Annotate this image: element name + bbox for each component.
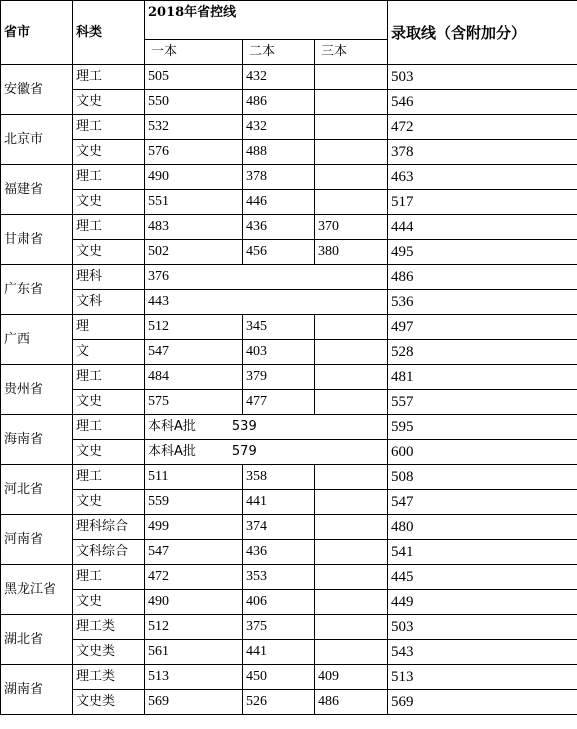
table-row bbox=[1, 540, 577, 565]
table-row bbox=[1, 615, 577, 640]
admission-cell: 472 bbox=[388, 115, 577, 140]
table-row bbox=[1, 215, 577, 240]
category-cell: 理科综合 bbox=[73, 515, 145, 540]
category-cell: 理工 bbox=[73, 115, 145, 140]
tier2-cell: 378 bbox=[243, 165, 315, 190]
tier2-cell: 441 bbox=[243, 490, 315, 515]
header-admission-line: 录取线（含附加分） bbox=[388, 1, 577, 65]
table-row bbox=[1, 165, 577, 190]
tier2-cell: 406 bbox=[243, 590, 315, 615]
tier3-cell bbox=[315, 590, 388, 615]
category-cell: 理 bbox=[73, 315, 145, 340]
tier2-cell: 403 bbox=[243, 340, 315, 365]
tier1-cell: 550 bbox=[145, 90, 243, 115]
tier3-cell bbox=[315, 640, 388, 665]
province-cell: 甘肃省 bbox=[1, 215, 73, 265]
category-cell: 文史 bbox=[73, 240, 145, 265]
tier2-cell: 432 bbox=[243, 65, 315, 90]
admission-cell: 444 bbox=[388, 215, 577, 240]
tier3-cell bbox=[315, 165, 388, 190]
province-cell: 北京市 bbox=[1, 115, 73, 165]
table-row bbox=[1, 415, 577, 440]
tier3-cell bbox=[315, 515, 388, 540]
admission-cell: 543 bbox=[388, 640, 577, 665]
category-cell: 理工 bbox=[73, 365, 145, 390]
tier1-cell: 569 bbox=[145, 690, 243, 715]
tier2-cell: 432 bbox=[243, 115, 315, 140]
header-control-line: 2018年省控线 bbox=[145, 1, 388, 40]
category-cell: 文 bbox=[73, 340, 145, 365]
category-cell: 理工类 bbox=[73, 615, 145, 640]
header-category: 科类 bbox=[73, 1, 145, 65]
header-province: 省市 bbox=[1, 1, 73, 65]
batch-value: 579 bbox=[231, 444, 257, 459]
table-row bbox=[1, 115, 577, 140]
category-cell: 文史类 bbox=[73, 640, 145, 665]
tier2-cell: 450 bbox=[243, 665, 315, 690]
province-cell: 黑龙江省 bbox=[1, 565, 73, 615]
tier1-cell: 490 bbox=[145, 165, 243, 190]
tier3-cell bbox=[315, 540, 388, 565]
admission-cell: 481 bbox=[388, 365, 577, 390]
tier2-cell: 441 bbox=[243, 640, 315, 665]
tier2-cell: 436 bbox=[243, 215, 315, 240]
admission-cell: 517 bbox=[388, 190, 577, 215]
merged-tier-cell: 376 bbox=[145, 265, 388, 290]
table-row bbox=[1, 265, 577, 290]
admission-cell: 503 bbox=[388, 615, 577, 640]
province-cell: 广西 bbox=[1, 315, 73, 365]
tier3-cell: 380 bbox=[315, 240, 388, 265]
tier3-cell bbox=[315, 490, 388, 515]
header-tier1: 一本 bbox=[145, 40, 243, 65]
batch-label: 本科A批 bbox=[148, 419, 196, 434]
table-row bbox=[1, 140, 577, 165]
tier1-cell: 547 bbox=[145, 340, 243, 365]
admission-cell: 463 bbox=[388, 165, 577, 190]
tier3-cell bbox=[315, 90, 388, 115]
header-tier3: 三本 bbox=[315, 40, 388, 65]
tier1-cell: 490 bbox=[145, 590, 243, 615]
table-row bbox=[1, 390, 577, 415]
tier1-cell: 512 bbox=[145, 315, 243, 340]
province-cell: 海南省 bbox=[1, 415, 73, 465]
tier3-cell bbox=[315, 365, 388, 390]
tier1-cell: 483 bbox=[145, 215, 243, 240]
province-cell: 湖北省 bbox=[1, 615, 73, 665]
header-tier2: 二本 bbox=[243, 40, 315, 65]
tier3-cell bbox=[315, 190, 388, 215]
province-cell: 福建省 bbox=[1, 165, 73, 215]
tier2-cell: 486 bbox=[243, 90, 315, 115]
category-cell: 理工 bbox=[73, 65, 145, 90]
tier3-cell: 370 bbox=[315, 215, 388, 240]
tier1-cell: 505 bbox=[145, 65, 243, 90]
category-cell: 文科 bbox=[73, 290, 145, 315]
tier1-cell: 575 bbox=[145, 390, 243, 415]
tier1-cell: 551 bbox=[145, 190, 243, 215]
tier1-cell: 547 bbox=[145, 540, 243, 565]
table-row bbox=[1, 365, 577, 390]
admission-cell: 497 bbox=[388, 315, 577, 340]
tier1-cell: 484 bbox=[145, 365, 243, 390]
table-row bbox=[1, 240, 577, 265]
admission-cell: 445 bbox=[388, 565, 577, 590]
tier1-cell: 513 bbox=[145, 665, 243, 690]
table-row bbox=[1, 690, 577, 715]
tier1-cell: 512 bbox=[145, 615, 243, 640]
table-row bbox=[1, 565, 577, 590]
tier3-cell bbox=[315, 115, 388, 140]
category-cell: 文史 bbox=[73, 440, 145, 465]
admission-cell: 541 bbox=[388, 540, 577, 565]
tier3-cell bbox=[315, 565, 388, 590]
tier1-cell: 502 bbox=[145, 240, 243, 265]
admission-cell: 600 bbox=[388, 440, 577, 465]
table-row bbox=[1, 190, 577, 215]
tier1-cell: 511 bbox=[145, 465, 243, 490]
tier2-cell: 488 bbox=[243, 140, 315, 165]
tier2-cell: 436 bbox=[243, 540, 315, 565]
tier3-cell bbox=[315, 465, 388, 490]
tier1-cell: 532 bbox=[145, 115, 243, 140]
merged-tier-cell bbox=[145, 440, 388, 465]
table-row bbox=[1, 590, 577, 615]
table-row bbox=[1, 515, 577, 540]
table-row bbox=[1, 90, 577, 115]
admission-cell: 378 bbox=[388, 140, 577, 165]
table-row bbox=[1, 665, 577, 690]
tier3-cell: 486 bbox=[315, 690, 388, 715]
tier1-cell: 559 bbox=[145, 490, 243, 515]
admission-cell: 480 bbox=[388, 515, 577, 540]
batch-value: 539 bbox=[231, 419, 257, 434]
province-cell: 贵州省 bbox=[1, 365, 73, 415]
category-cell: 文史 bbox=[73, 390, 145, 415]
table-row bbox=[1, 490, 577, 515]
category-cell: 理工 bbox=[73, 165, 145, 190]
category-cell: 文史 bbox=[73, 140, 145, 165]
admission-cell: 595 bbox=[388, 415, 577, 440]
category-cell: 文科综合 bbox=[73, 540, 145, 565]
tier2-cell: 345 bbox=[243, 315, 315, 340]
admission-cell: 528 bbox=[388, 340, 577, 365]
category-cell: 理科 bbox=[73, 265, 145, 290]
table-row bbox=[1, 340, 577, 365]
table-row bbox=[1, 315, 577, 340]
admission-cell: 546 bbox=[388, 90, 577, 115]
tier3-cell: 409 bbox=[315, 665, 388, 690]
tier2-cell: 358 bbox=[243, 465, 315, 490]
tier3-cell bbox=[315, 315, 388, 340]
table-row bbox=[1, 290, 577, 315]
tier2-cell: 375 bbox=[243, 615, 315, 640]
tier2-cell: 456 bbox=[243, 240, 315, 265]
tier2-cell: 477 bbox=[243, 390, 315, 415]
tier3-cell bbox=[315, 65, 388, 90]
category-cell: 理工类 bbox=[73, 665, 145, 690]
admission-cell: 508 bbox=[388, 465, 577, 490]
tier2-cell: 379 bbox=[243, 365, 315, 390]
category-cell: 理工 bbox=[73, 215, 145, 240]
province-cell: 广东省 bbox=[1, 265, 73, 315]
tier3-cell bbox=[315, 140, 388, 165]
merged-tier-cell bbox=[145, 415, 388, 440]
province-cell: 河北省 bbox=[1, 465, 73, 515]
table-row bbox=[1, 65, 577, 90]
tier2-cell: 446 bbox=[243, 190, 315, 215]
admission-cell: 547 bbox=[388, 490, 577, 515]
admission-cell: 495 bbox=[388, 240, 577, 265]
tier2-cell: 526 bbox=[243, 690, 315, 715]
category-cell: 文史 bbox=[73, 190, 145, 215]
tier1-cell: 561 bbox=[145, 640, 243, 665]
category-cell: 文史类 bbox=[73, 690, 145, 715]
admission-cell: 536 bbox=[388, 290, 577, 315]
province-cell: 河南省 bbox=[1, 515, 73, 565]
tier1-cell: 576 bbox=[145, 140, 243, 165]
admission-cell: 503 bbox=[388, 65, 577, 90]
category-cell: 文史 bbox=[73, 490, 145, 515]
province-cell: 湖南省 bbox=[1, 665, 73, 715]
province-cell: 安徽省 bbox=[1, 65, 73, 115]
batch-label: 本科A批 bbox=[148, 444, 196, 459]
admission-cell: 486 bbox=[388, 265, 577, 290]
admission-cell: 513 bbox=[388, 665, 577, 690]
admission-cell: 557 bbox=[388, 390, 577, 415]
tier3-cell bbox=[315, 390, 388, 415]
tier1-cell: 472 bbox=[145, 565, 243, 590]
admission-cell: 569 bbox=[388, 690, 577, 715]
category-cell: 文史 bbox=[73, 590, 145, 615]
merged-tier-cell: 443 bbox=[145, 290, 388, 315]
category-cell: 理工 bbox=[73, 565, 145, 590]
category-cell: 文史 bbox=[73, 90, 145, 115]
table-row bbox=[1, 640, 577, 665]
category-cell: 理工 bbox=[73, 465, 145, 490]
tier2-cell: 353 bbox=[243, 565, 315, 590]
tier1-cell: 499 bbox=[145, 515, 243, 540]
tier3-cell bbox=[315, 340, 388, 365]
table-row bbox=[1, 465, 577, 490]
admission-cell: 449 bbox=[388, 590, 577, 615]
category-cell: 理工 bbox=[73, 415, 145, 440]
tier3-cell bbox=[315, 615, 388, 640]
tier2-cell: 374 bbox=[243, 515, 315, 540]
table-row bbox=[1, 440, 577, 465]
